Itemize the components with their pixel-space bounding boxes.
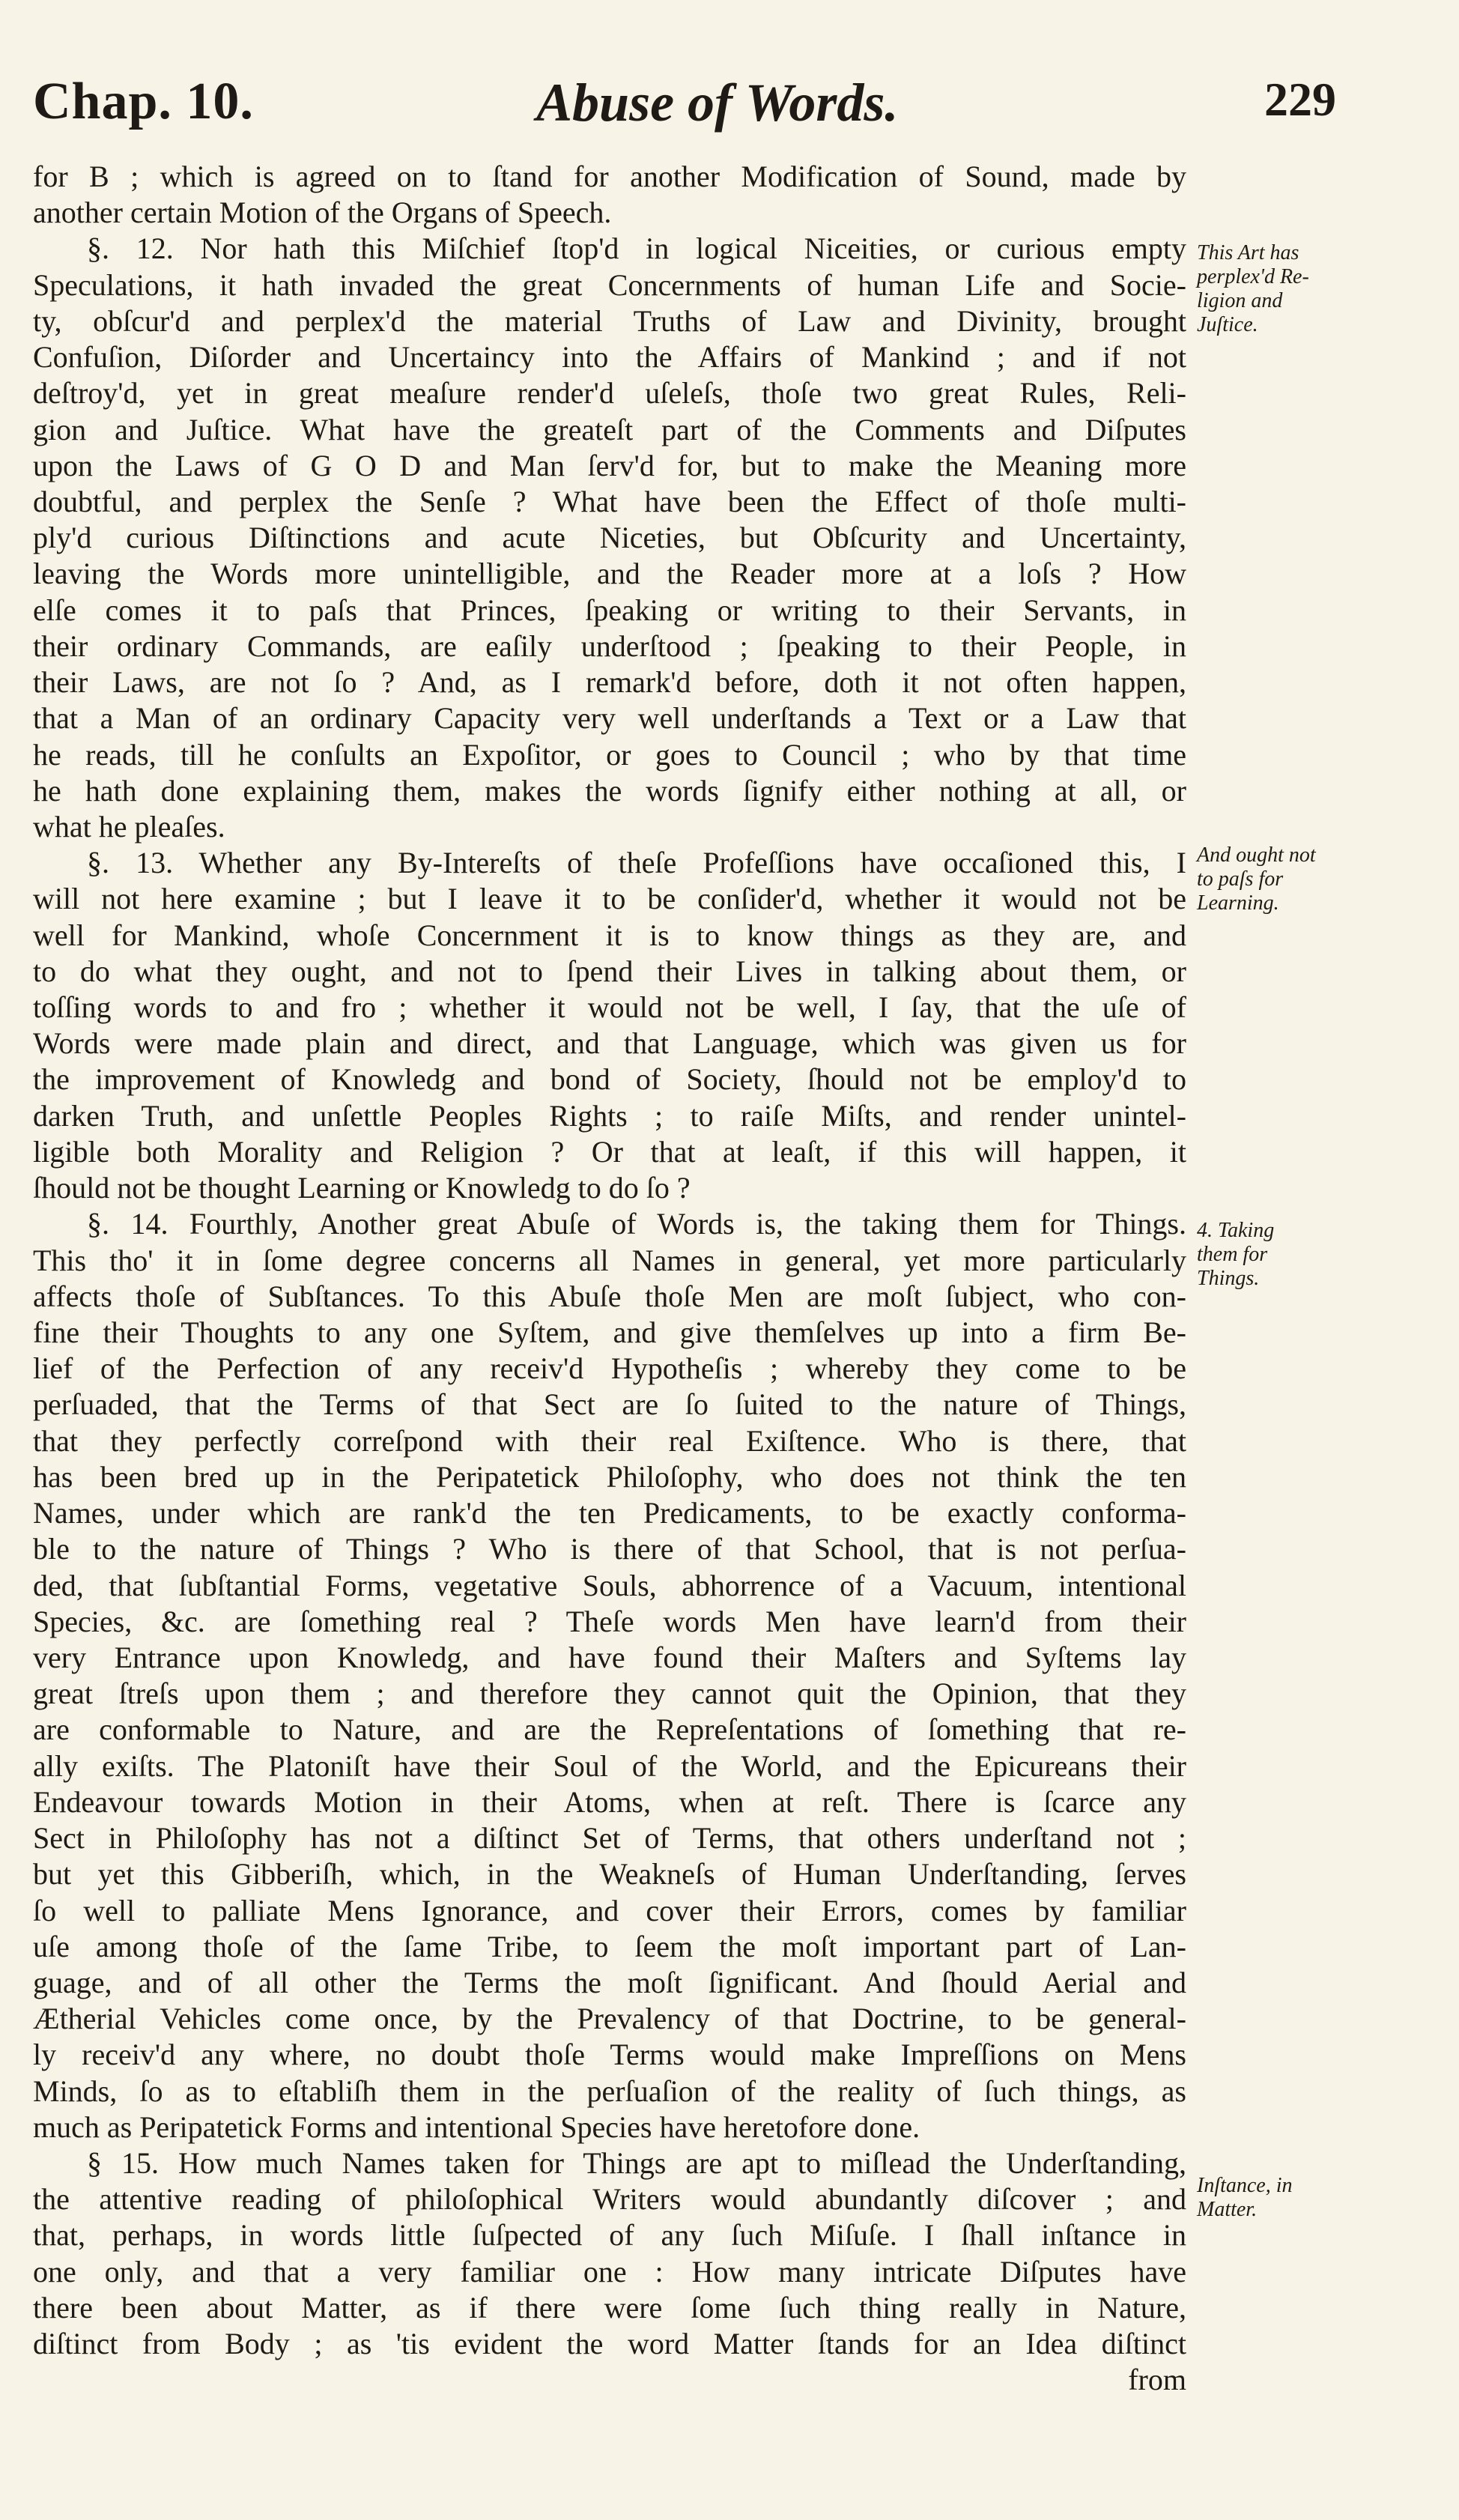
text-line: the improvement of Knowledg and bond of Society, ſhould not be employ'd to bbox=[33, 1062, 1186, 1097]
text-line: §. 12. Nor hath this Miſchief ſtop'd in logical Niceities, or curious empty bbox=[87, 231, 1186, 266]
text-line: are conformable to Nature, and are the Repreſentations of ſomething that re- bbox=[33, 1712, 1186, 1747]
margin-note bbox=[1197, 843, 1369, 915]
text-line: ply'd curious Diſtinctions and acute Niceties, but Obſcurity and Uncertainty, bbox=[33, 521, 1186, 555]
text-line: ly receiv'd any where, no doubt thoſe Terms would make Impreſſions on Mens bbox=[33, 2038, 1186, 2072]
text-line: much as Peripatetick Forms and intentional Species have heretofore done. bbox=[33, 2109, 920, 2144]
text-line: that a Man of an ordinary Capacity very well underſtands a Text or a Law that bbox=[33, 701, 1186, 736]
text-line: Sect in Philoſophy has not a diſtinct Set of Terms, that others underſtand not ; bbox=[33, 1821, 1186, 1856]
text-line: will not here examine ; but I leave it to be conſider'd, whether it would not be bbox=[33, 882, 1186, 916]
text-line: ally exiſts. The Platoniſt have their Soul of the World, and the Epicureans their bbox=[33, 1748, 1186, 1783]
text-line: uſe among thoſe of the ſame Tribe, to ſeem the moſt important part of Lan- bbox=[33, 1929, 1186, 1963]
margin-note-line: Matter. bbox=[1197, 2198, 1258, 2221]
margin-note bbox=[1197, 1219, 1369, 1291]
text-line: doubtful, and perplex the Senſe ? What have been the Effect of thoſe multi- bbox=[33, 484, 1186, 518]
text-line: their Laws, are not ſo ? And, as I remark'd before, doth it not often happen, bbox=[33, 665, 1186, 700]
text-line: one only, and that a very familiar one : How many intricate Diſputes have bbox=[33, 2254, 1186, 2289]
text-line: perſuaded, that the Terms of that Sect are ſo ſuited to the nature of Things, bbox=[33, 1387, 1186, 1422]
text-line: that, perhaps, in words little ſuſpected of any ſuch Miſuſe. I ſhall inſtance in bbox=[33, 2218, 1186, 2253]
text-line: for B ; which is agreed on to ſtand for another Modification of Sound, made by bbox=[33, 160, 1186, 193]
text-line: ded, that ſubſtantial Forms, vegetative Souls, abhorrence of a Vacuum, intentional bbox=[33, 1568, 1186, 1602]
text-line: that they perfectly correſpond with their real Exiſtence. Who is there, that bbox=[33, 1423, 1186, 1458]
text-line: their ordinary Commands, are eaſily underſtood ; ſpeaking to their People, in bbox=[33, 629, 1186, 663]
margin-note-line: Juſtice. bbox=[1197, 313, 1258, 336]
text-line: Ætherial Vehicles come once, by the Prevalency of that Doctrine, to be general- bbox=[33, 2002, 1186, 2036]
text-line: §. 14. Fourthly, Another great Abuſe of Words is, the taking them for Things. bbox=[87, 1207, 1186, 1241]
text-line: ligible both Morality and Religion ? Or that at leaſt, if this will happen, it bbox=[33, 1134, 1186, 1169]
text-line: but yet this Gibberiſh, which, in the Weakneſs of Human Underſtanding, ſerves bbox=[33, 1857, 1186, 1891]
text-line: very Entrance upon Knowledg, and have found their Maſters and Syſtems lay bbox=[33, 1640, 1186, 1674]
margin-note-line: 4. Taking bbox=[1197, 1219, 1275, 1242]
chapter-label: Chap. 10. bbox=[33, 73, 254, 130]
margin-note-line: to paſs for bbox=[1197, 867, 1284, 891]
text-line: Names, under which are rank'd the ten Predicaments, to be exactly conforma- bbox=[33, 1496, 1186, 1530]
text-line: darken Truth, and unſettle Peoples Rights ; to raiſe Miſts, and render unintel- bbox=[33, 1098, 1186, 1133]
text-line: § 15. How much Names taken for Things are apt to miſlead the Underſtanding, bbox=[87, 2146, 1186, 2181]
text-line: gion and Juſtice. What have the greateſt part of the Comments and Diſputes bbox=[33, 412, 1186, 446]
running-header bbox=[33, 72, 1336, 139]
text-line: what he pleaſes. bbox=[33, 809, 225, 843]
text-line: guage, and of all other the Terms the moſt ſignificant. And ſhould Aerial and bbox=[33, 1965, 1186, 1999]
margin-note-line: This Art has bbox=[1197, 241, 1299, 264]
text-line: he hath done explaining them, makes the words ſignify either nothing at all, or bbox=[33, 773, 1186, 808]
margin-note-line: perplex'd Re- bbox=[1197, 265, 1309, 288]
text-line: leaving the Words more unintelligible, and the Reader more at a loſs ? How bbox=[33, 557, 1186, 591]
text-line: Minds, ſo as to eſtabliſh them in the perſuaſion of the reality of ſuch things, as bbox=[33, 2074, 1186, 2108]
margin-note-line: them for bbox=[1197, 1243, 1268, 1266]
text-line: ty, obſcur'd and perplex'd the material Truths of Law and Divinity, brought bbox=[33, 303, 1186, 338]
text-line: ſo well to palliate Mens Ignorance, and cover their Errors, comes by familiar bbox=[33, 1893, 1186, 1927]
text-line: upon the Laws of G O D and Man ſerv'd for, but to make the Meaning more bbox=[33, 448, 1186, 482]
page-number: 229 bbox=[1264, 73, 1336, 126]
text-line: great ſtreſs upon them ; and therefore they cannot quit the Opinion, that they bbox=[33, 1677, 1186, 1711]
text-line: Words were made plain and direct, and that Language, which was given us for bbox=[33, 1026, 1186, 1061]
text-line: fine their Thoughts to any one Syſtem, and give themſelves up into a firm Be- bbox=[33, 1315, 1186, 1349]
text-line: diſtinct from Body ; as 'tis evident the word Matter ſtands for an Idea diſtinct bbox=[33, 2327, 1186, 2361]
running-title: Abuse of Words. bbox=[536, 73, 899, 133]
margin-note-line: Learning. bbox=[1197, 891, 1279, 915]
margin-note bbox=[1197, 241, 1369, 337]
text-line: This tho' it in ſome degree concerns all Names in general, yet more particularly bbox=[33, 1243, 1186, 1277]
text-line: Confuſion, Diſorder and Uncertaincy into the Affairs of Mankind ; and if not bbox=[33, 340, 1186, 375]
text-line: there been about Matter, as if there were ſome ſuch thing really in Nature, bbox=[33, 2290, 1186, 2324]
text-line: toſſing words to and fro ; whether it would not be well, I ſay, that the uſe of bbox=[33, 990, 1186, 1025]
text-line: affects thoſe of Subſtances. To this Abuſe thoſe Men are moſt ſubject, who con- bbox=[33, 1279, 1186, 1313]
catchword: from bbox=[1128, 2363, 1186, 2397]
text-line: deſtroy'd, yet in great meaſure render'd uſeleſs, thoſe two great Rules, Reli- bbox=[33, 376, 1186, 411]
margin-note-line: Inſtance, in bbox=[1197, 2174, 1293, 2197]
text-line: has been bred up in the Peripatetick Philoſophy, who does not think the ten bbox=[33, 1459, 1186, 1494]
text-line: elſe comes it to paſs that Princes, ſpeaking or writing to their Servants, in bbox=[33, 593, 1186, 627]
text-line: lief of the Perfection of any receiv'd Hypotheſis ; whereby they come to be bbox=[33, 1351, 1186, 1386]
text-line: the attentive reading of philoſophical Writers would abundantly diſcover ; and bbox=[33, 2182, 1186, 2217]
text-line: Endeavour towards Motion in their Atoms, when at reſt. There is ſcarce any bbox=[33, 1784, 1186, 1819]
text-line: §. 13. Whether any By-Intereſts of theſe Profeſſions have occaſioned this, I bbox=[87, 846, 1186, 880]
margin-note-line: ligion and bbox=[1197, 289, 1283, 312]
text-line: another certain Motion of the Organs of Speech. bbox=[33, 196, 612, 230]
margin-note bbox=[1197, 2174, 1369, 2222]
margin-note-line: And ought not bbox=[1197, 843, 1316, 867]
text-line: Species, &c. are ſomething real ? Theſe words Men have learn'd from their bbox=[33, 1604, 1186, 1638]
text-line: to do what they ought, and not to ſpend their Lives in talking about them, or bbox=[33, 954, 1186, 988]
text-line: well for Mankind, whoſe Concernment it is to know things as they are, and bbox=[33, 918, 1186, 952]
body-text bbox=[33, 159, 1186, 2399]
text-line: ble to the nature of Things ? Who is there of that School, that is not perſua- bbox=[33, 1532, 1186, 1566]
margin-note-line: Things. bbox=[1197, 1267, 1260, 1290]
text-line: he reads, till he conſults an Expoſitor, or goes to Council ; who by that time bbox=[33, 737, 1186, 772]
text-line: Speculations, it hath invaded the great Concernments of human Life and Socie- bbox=[33, 267, 1186, 302]
text-line: ſhould not be thought Learning or Knowledg to do ſo ? bbox=[33, 1171, 691, 1205]
